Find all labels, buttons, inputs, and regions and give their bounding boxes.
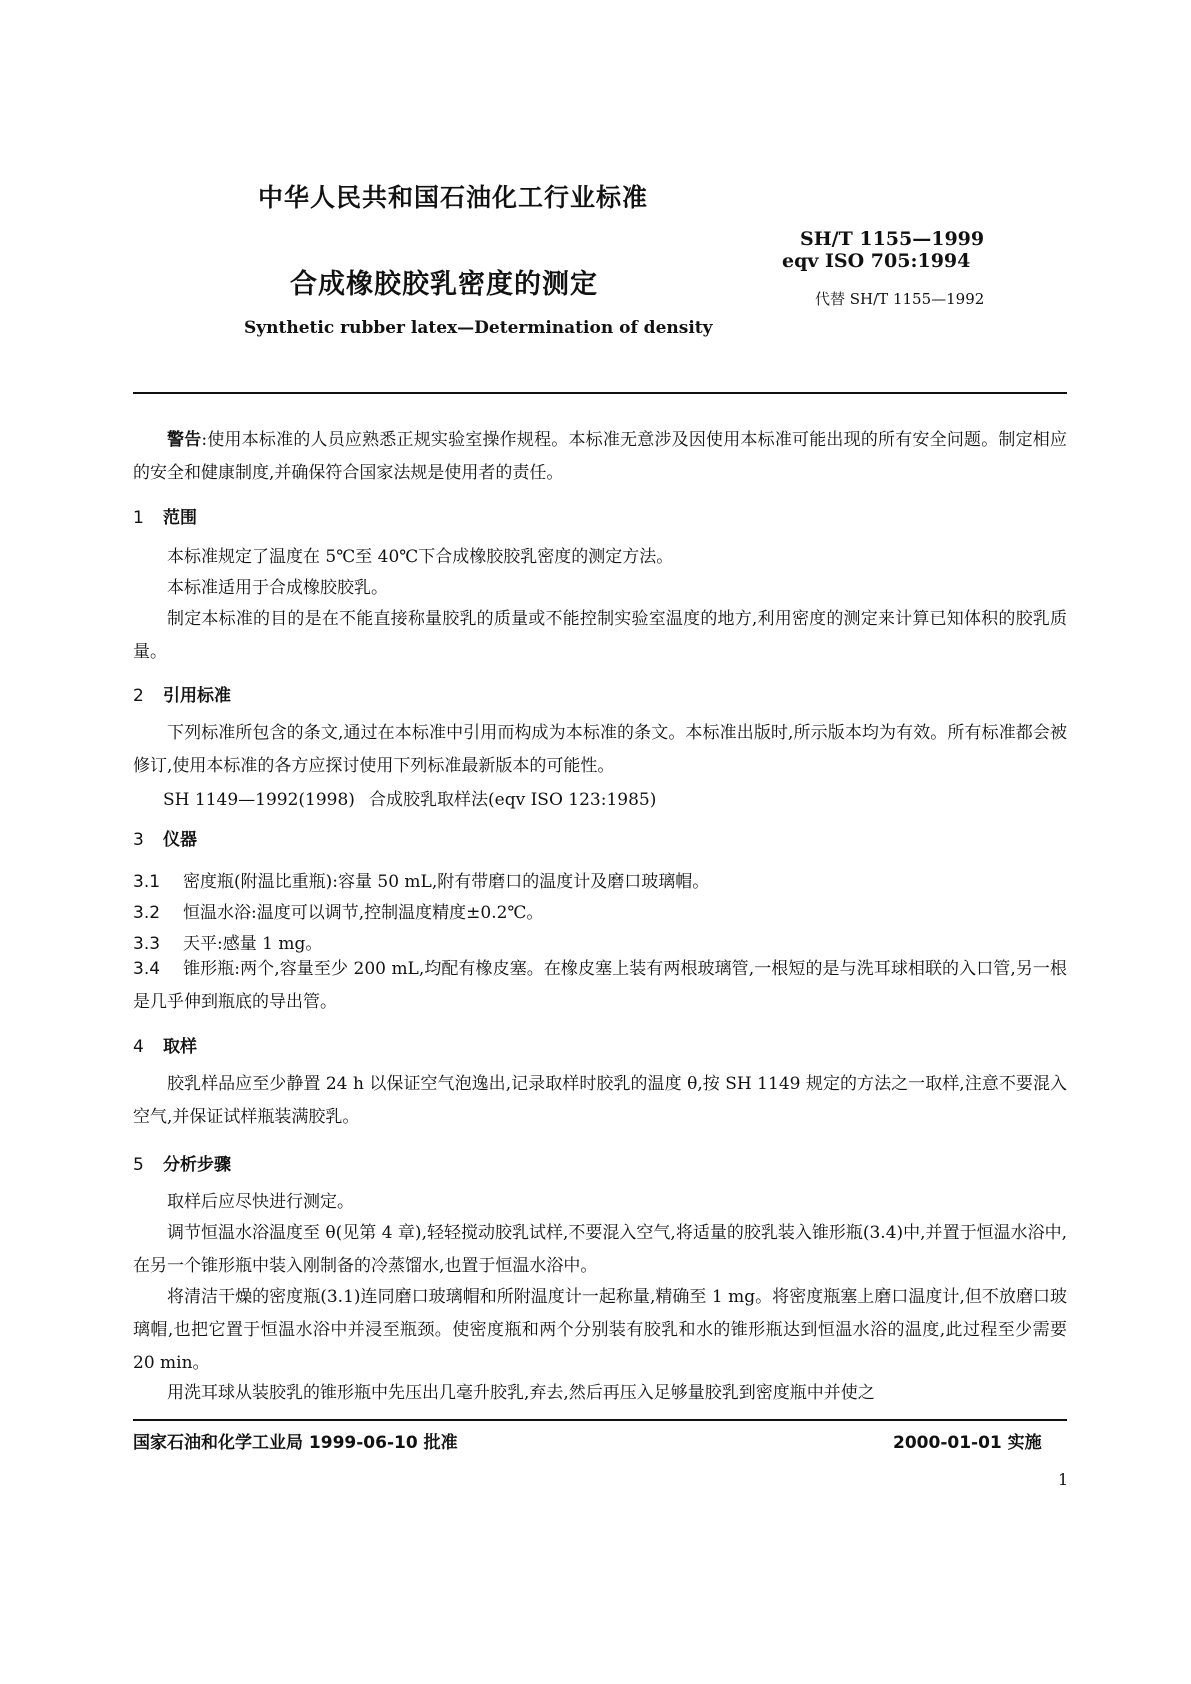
section-number: 2	[133, 686, 144, 706]
apparatus-item	[133, 953, 1067, 1019]
reference-code: SH 1149—1992(1998)	[163, 790, 355, 810]
item-number: 3.2	[133, 903, 161, 923]
apparatus-item	[133, 929, 322, 954]
section-1-p2: 本标准适用于合成橡胶胶乳。	[167, 578, 388, 598]
section-5-p4: 用洗耳球从装胶乳的锥形瓶中先压出几毫升胶乳,弃去,然后再压入足够量胶乳到密度瓶中并使之	[167, 1383, 875, 1403]
section-number: 3	[133, 830, 144, 850]
apparatus-item	[133, 867, 709, 892]
english-title: Synthetic rubber latex—Determination of density	[244, 318, 713, 338]
replaces-standard: 代替 SH/T 1155—1992	[815, 290, 985, 308]
section-1-heading	[133, 503, 197, 528]
section-title: 引用标准	[163, 686, 231, 706]
section-5-p3: 将清洁干燥的密度瓶(3.1)连同磨口玻璃帽和所附温度计一起称量,精确至 1 mg。将密度瓶塞上磨口温度计,但不放磨口玻璃帽,也把它置于恒温水浴中并浸至瓶颈。使密度瓶和两个分别装有胶乳和水的锥形瓶达到恒温水浴的温度,此过程至少需要 20 min。	[133, 1287, 1067, 1373]
item-text: 天平:感量 1 mg。	[183, 934, 323, 954]
section-3-heading	[133, 825, 197, 850]
item-number: 3.3	[133, 934, 161, 954]
item-number: 3.4	[133, 959, 161, 979]
item-number: 3.1	[133, 872, 161, 892]
section-5-p1: 取样后应尽快进行测定。	[167, 1192, 354, 1212]
section-2-heading	[133, 681, 231, 706]
section-1-p3: 制定本标准的目的是在不能直接称量胶乳的质量或不能控制实验室温度的地方,利用密度的测定来计算已知体积的胶乳质量。	[133, 609, 1067, 662]
footer-rule	[133, 1419, 1067, 1421]
section-5-p2: 调节恒温水浴温度至 θ(见第 4 章),轻轻搅动胶乳试样,不要混入空气,将适量的胶乳装入锥形瓶(3.4)中,并置于恒温水浴中,在另一个锥形瓶中装入刚制备的冷蒸馏水,也置于恒温水浴中。	[133, 1223, 1067, 1276]
warning-text: :使用本标准的人员应熟悉正规实验室操作规程。本标准无意涉及因使用本标准可能出现的所有安全问题。制定相应的安全和健康制度,并确保符合国家法规是使用者的责任。	[133, 430, 1068, 483]
section-title: 范围	[163, 508, 197, 528]
section-number: 5	[133, 1155, 144, 1175]
item-text: 恒温水浴:温度可以调节,控制温度精度±0.2℃。	[183, 903, 544, 923]
section-4-p1: 胶乳样品应至少静置 24 h 以保证空气泡逸出,记录取样时胶乳的温度 θ,按 SH 1149 规定的方法之一取样,注意不要混入空气,并保证试样瓶装满胶乳。	[133, 1074, 1067, 1127]
item-text: 锥形瓶:两个,容量至少 200 mL,均配有橡皮塞。在橡皮塞上装有两根玻璃管,一根短的是与洗耳球相联的入口管,另一根是几乎伸到瓶底的导出管。	[133, 959, 1067, 1012]
section-number: 4	[133, 1037, 144, 1057]
effective-date: 2000-01-01 实施	[893, 1433, 1042, 1453]
section-number: 1	[133, 508, 144, 528]
section-2-p1: 下列标准所包含的条文,通过在本标准中引用而构成为本标准的条文。本标准出版时,所示版本均为有效。所有标准都会被修订,使用本标准的各方应探讨使用下列标准最新版本的可能性。	[133, 723, 1067, 776]
reference-title: 合成胶乳取样法(eqv ISO 123:1985)	[369, 790, 657, 810]
section-title: 分析步骤	[163, 1155, 231, 1175]
section-title: 仪器	[163, 830, 197, 850]
equivalent-standard: eqv ISO 705:1994	[782, 250, 971, 272]
warning-label: 警告	[167, 430, 202, 450]
section-1-p1: 本标准规定了温度在 5℃至 40℃下合成橡胶胶乳密度的测定方法。	[167, 547, 674, 567]
normative-reference	[163, 785, 656, 810]
section-5-heading	[133, 1150, 231, 1175]
document-title: 合成橡胶胶乳密度的测定	[290, 269, 598, 300]
org-title: 中华人民共和国石油化工行业标准	[258, 183, 649, 212]
apparatus-item	[133, 898, 543, 923]
header-rule	[133, 392, 1067, 394]
approval-line: 国家石油和化学工业局 1999-06-10 批准	[133, 1433, 458, 1453]
section-4-heading	[133, 1032, 197, 1057]
item-text: 密度瓶(附温比重瓶):容量 50 mL,附有带磨口的温度计及磨口玻璃帽。	[183, 872, 710, 892]
page-number: 1	[1058, 1470, 1069, 1489]
warning-paragraph	[133, 424, 1067, 490]
section-title: 取样	[163, 1037, 197, 1057]
standard-number: SH/T 1155—1999	[800, 228, 985, 250]
